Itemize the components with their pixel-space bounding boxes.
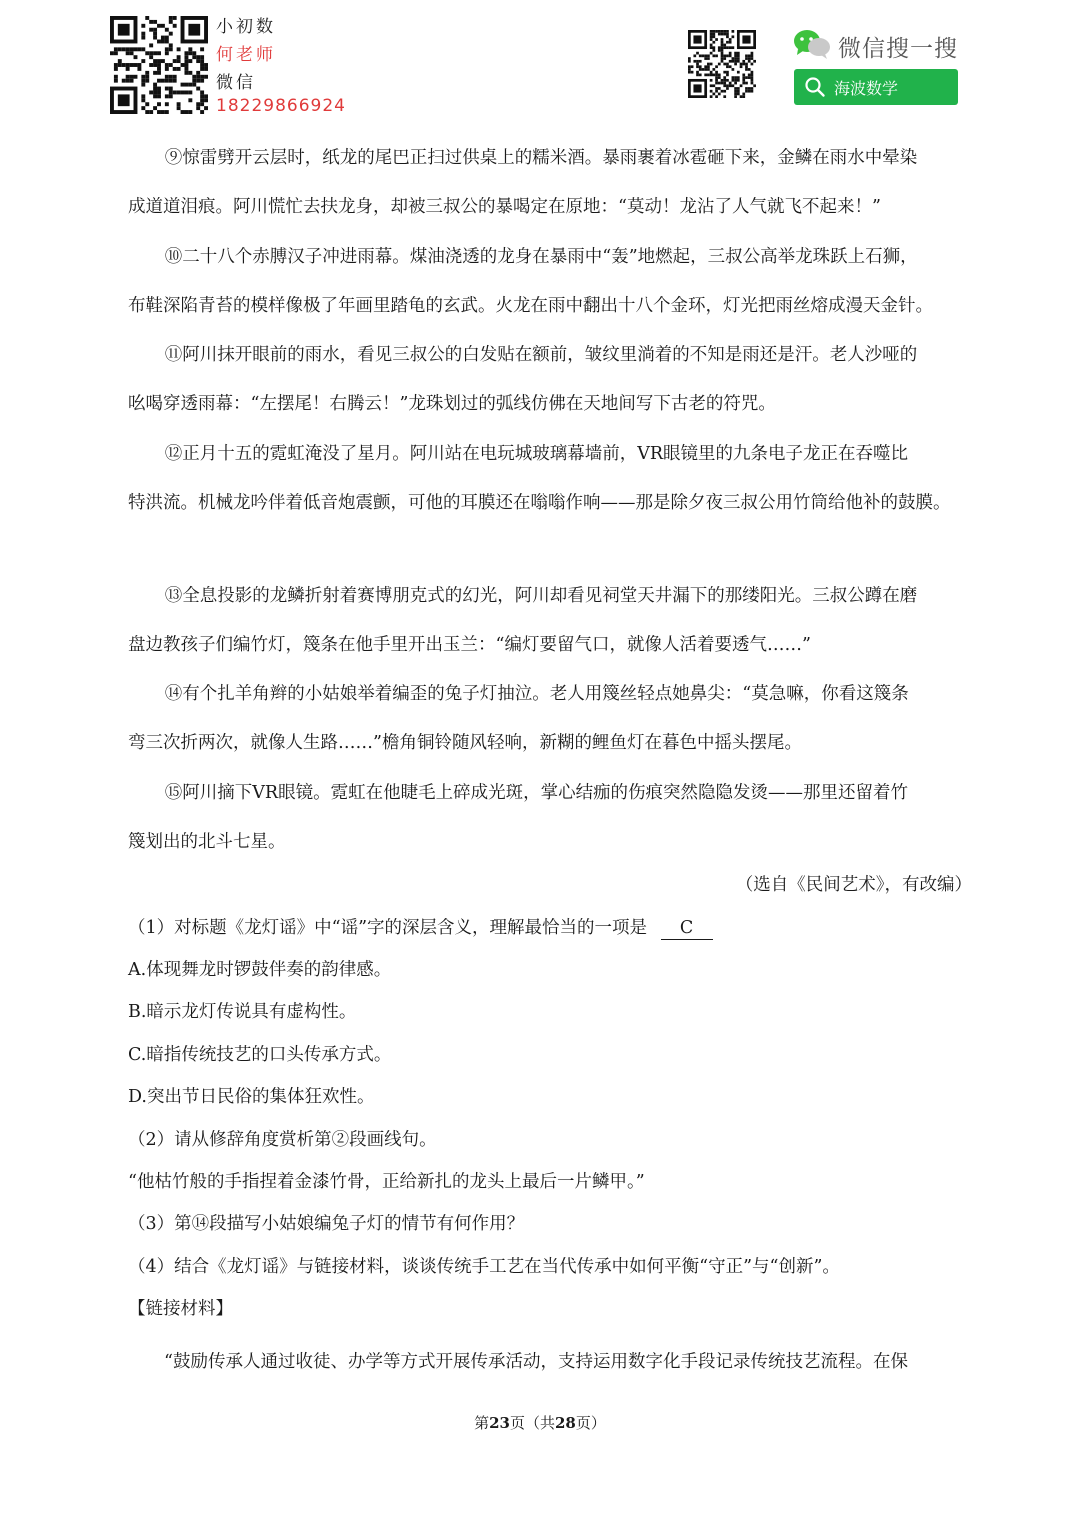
- paragraph-12: ⑫正月十五的霓虹淹没了星月。阿川站在电玩城玻璃幕墙前，VR眼镜里的九条电子龙正在吞噬比 特洪流。机械龙吟伴着低音炮震颤，可他的耳膜还在嗡嗡作响——那是除夕夜三叔公用竹筒给他补的鼓膜。: [128, 444, 951, 513]
- wechat-icon: [792, 28, 832, 60]
- current-page: 23: [489, 1414, 510, 1432]
- option-d: D.突出节日民俗的集体狂欢性。: [128, 1087, 375, 1107]
- option-a: A.体现舞龙时锣鼓伴奏的韵律感。: [128, 960, 392, 980]
- option-b: B.暗示龙灯传说具有虚构性。: [128, 1002, 357, 1022]
- question-1-answer: C: [661, 917, 713, 940]
- option-c: C.暗指传统技艺的口头传承方式。: [128, 1045, 392, 1065]
- contact-teacher: 何老师: [216, 45, 276, 65]
- qr-code-wechat: [688, 30, 756, 98]
- wechat-search-title: 微信搜一搜: [838, 36, 958, 62]
- paragraph-14: ⑭有个扎羊角辫的小姑娘举着编歪的兔子灯抽泣。老人用篾丝轻点她鼻尖：“莫急嘛，你看这篾条 弯三次折两次，就像人生路……”檐角铜铃随风轻响，新糊的鲤鱼灯在暮色中摇头摆尾。: [128, 684, 909, 753]
- contact-wechat-label: 微信: [216, 73, 256, 93]
- question-1-text: （1）对标题《龙灯谣》中“谣”字的深层含义，理解最恰当的一项是: [128, 918, 648, 938]
- total-pages: 28: [555, 1414, 576, 1432]
- question-3: （3）第⑭段描写小姑娘编兔子灯的情节有何作用？: [128, 1214, 525, 1234]
- page-footer: 第23页（共28页）: [474, 1414, 606, 1432]
- qr-code-contact: [110, 16, 208, 114]
- paragraph-13: ⑬全息投影的龙鳞折射着赛博朋克式的幻光，阿川却看见祠堂天井漏下的那缕阳光。三叔公蹲在磨 盘边教孩子们编竹灯，篾条在他手里开出玉兰：“编灯要留气口，就像人活着要透气……”: [128, 586, 918, 655]
- wechat-search-text: 海波数学: [834, 78, 899, 98]
- search-icon: [804, 76, 826, 98]
- question-4: （4）结合《龙灯谣》与链接材料，谈谈传统手工艺在当代传承中如何平衡“守正”与“创新”。: [128, 1257, 840, 1277]
- link-material-text: “鼓励传承人通过收徒、办学等方式开展传承活动，支持运用数字化手段记录传统技艺流程。在保: [164, 1352, 908, 1372]
- paragraph-11: ⑪阿川抹开眼前的雨水，看见三叔公的白发贴在额前，皱纹里淌着的不知是雨还是汗。老人沙哑的 吆喝穿透雨幕：“左摆尾！右腾云！”龙珠划过的弧线仿佛在天地间写下古老的符咒。: [128, 345, 918, 414]
- paragraph-15: ⑮阿川摘下VR眼镜。霓虹在他睫毛上碎成光斑，掌心结痂的伤痕突然隐隐发烫——那里还留着竹 篾划出的北斗七星。: [128, 783, 909, 852]
- question-2-quote: “他枯竹般的手指捏着金漆竹骨，正给新扎的龙头上最后一片鳞甲。”: [128, 1172, 645, 1192]
- question-2: （2）请从修辞角度赏析第②段画线句。: [128, 1130, 437, 1150]
- wechat-search-box[interactable]: [794, 69, 958, 105]
- contact-subject: 小初数: [216, 17, 276, 37]
- source-citation: （选自《民间艺术》，有改编）: [735, 875, 972, 895]
- contact-phone: 18229866924: [216, 96, 346, 116]
- question-1: [128, 913, 713, 943]
- paragraph-10: ⑩二十八个赤膊汉子冲进雨幕。煤油浇透的龙身在暴雨中“轰”地燃起，三叔公高举龙珠跃上石狮， 布鞋深陷青苔的模样像极了年画里踏龟的玄武。火龙在雨中翻出十八个金环，灯光把雨丝熔成漫天金针。: [128, 247, 933, 316]
- link-material-heading: 【链接材料】: [128, 1299, 233, 1319]
- paragraph-9: ⑨惊雷劈开云层时，纸龙的尾巴正扫过供桌上的糯米酒。暴雨裹着冰雹砸下来，金鳞在雨水中晕染 成道道泪痕。阿川慌忙去扶龙身，却被三叔公的暴喝定在原地：“莫动！龙沾了人气就飞不起来！”: [128, 148, 918, 217]
